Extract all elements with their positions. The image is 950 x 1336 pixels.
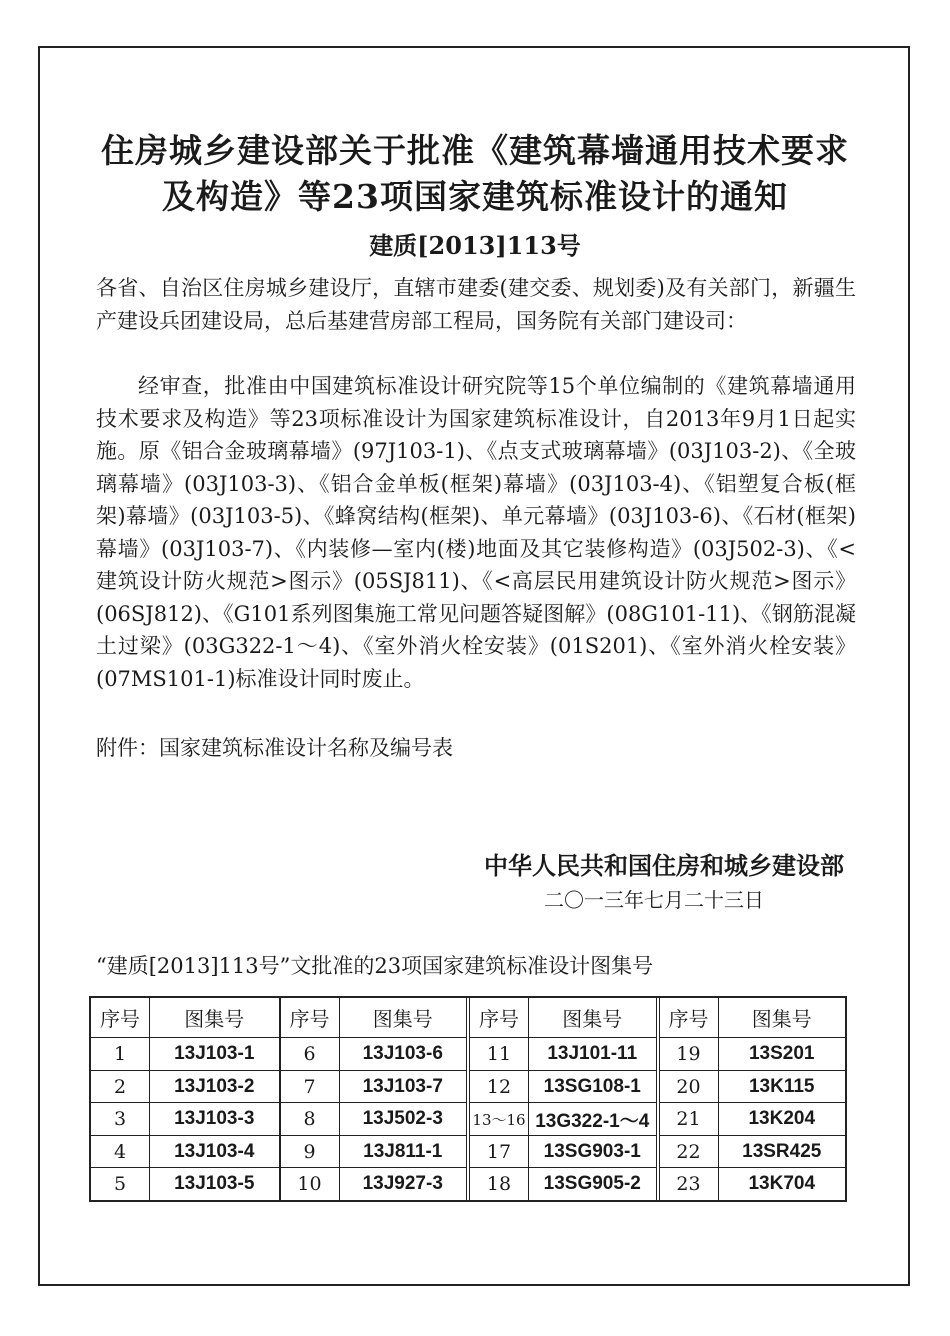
table-group-4	[660, 998, 846, 1200]
table-row	[281, 1103, 467, 1136]
code-cell: 13SR425	[742, 1140, 822, 1162]
header-seq: 序号	[91, 998, 150, 1037]
header-code: 图集号	[562, 1007, 623, 1032]
header-seq: 序号	[660, 998, 719, 1037]
table-row	[91, 1168, 279, 1200]
code-cell: 13J103-5	[174, 1173, 255, 1195]
notice-title	[0, 128, 950, 220]
header-code: 图集号	[751, 1007, 812, 1032]
seq-cell: 21	[660, 1103, 719, 1135]
code-cell: 13J103-6	[362, 1043, 443, 1065]
table-header-row	[470, 998, 656, 1038]
table-row	[470, 1136, 656, 1169]
seq-cell: 7	[281, 1071, 340, 1103]
table-row	[281, 1071, 467, 1104]
seq-cell: 2	[91, 1071, 150, 1103]
code-cell: 13J811-1	[363, 1140, 443, 1162]
table-row	[470, 1071, 656, 1104]
code-cell: 13J101-11	[547, 1043, 638, 1065]
code-cell: 13G322-1～4	[535, 1110, 650, 1132]
table-row	[470, 1103, 656, 1136]
code-cell: 13K704	[748, 1173, 816, 1195]
code-cell: 13J502-3	[362, 1108, 443, 1130]
seq-cell: 11	[470, 1038, 529, 1070]
code-cell: 13SG903-1	[543, 1140, 641, 1162]
seq-cell: 1	[91, 1038, 150, 1070]
main-paragraph: 经审查，批准由中国建筑标准设计研究院等15个单位编制的《建筑幕墙通用技术要求及构造》等23项标准设计为国家建筑标准设计，自2013年9月1日起实施。原《铝合金玻璃幕墙》(97J103-1)、《点支式玻璃幕墙》(03J103-2)、《全玻璃幕墙》(03J103-3)、《铝合金单板(框架)幕墙》(03J103-4)、《铝塑复合板(框架)幕墙》(03J103-5)、《蜂窝结构(框架)、单元幕墙》(03J103-6)、《石材(框架)幕墙》(03J103-7)、《内装修—室内(楼)地面及其它装修构造》(03J502-3)、《<建筑设计防火规范>图示》(05SJ811)、《<高层民用建筑设计防火规范>图示》(06SJ812)、《G101系列图集施工常见问题答疑图解》(08G101-11)、《钢筋混凝土过梁》(03G322-1～4)、《室外消火栓安装》(01S201)、《室外消火栓安装》(07MS101-1)标准设计同时废止。	[96, 374, 856, 691]
table-header-row	[281, 998, 467, 1038]
header-seq: 序号	[281, 998, 340, 1037]
seq-cell: 10	[281, 1168, 340, 1200]
seq-cell: 8	[281, 1103, 340, 1135]
table-header-row	[91, 998, 279, 1038]
code-cell: 13S201	[748, 1043, 815, 1065]
table-row	[91, 1071, 279, 1104]
code-cell: 13J103-3	[174, 1108, 255, 1130]
table-group-1	[91, 998, 281, 1200]
seq-cell: 6	[281, 1038, 340, 1070]
seq-cell: 4	[91, 1136, 150, 1168]
table-group-2	[281, 998, 471, 1200]
table-row	[91, 1136, 279, 1169]
header-seq: 序号	[470, 998, 529, 1037]
table-row	[660, 1136, 846, 1169]
seq-cell: 19	[660, 1038, 719, 1070]
seq-cell: 18	[470, 1168, 529, 1200]
code-cell: 13K115	[748, 1075, 815, 1097]
table-header-row	[660, 998, 846, 1038]
table-row	[281, 1038, 467, 1071]
seq-cell: 3	[91, 1103, 150, 1135]
title-line-2: 及构造》等23项国家建筑标准设计的通知	[162, 177, 788, 216]
addressee-paragraph: 各省、自治区住房城乡建设厅，直辖市建委(建交委、规划委)及有关部门，新疆生产建设兵团建设局，总后基建营房部工程局，国务院有关部门建设司：	[96, 276, 856, 333]
table-row	[470, 1038, 656, 1071]
table-caption: “建质[2013]113号”文批准的23项国家建筑标准设计图集号	[96, 954, 654, 978]
code-cell: 13J103-1	[174, 1043, 255, 1065]
atlas-number-table	[89, 996, 847, 1202]
seq-cell: 5	[91, 1168, 150, 1200]
table-row	[660, 1071, 846, 1104]
seq-cell: 17	[470, 1136, 529, 1168]
code-cell: 13J927-3	[362, 1173, 443, 1195]
seq-cell: 12	[470, 1071, 529, 1103]
code-cell: 13K204	[748, 1108, 816, 1130]
code-cell: 13J103-4	[174, 1140, 255, 1162]
table-row	[281, 1136, 467, 1169]
code-cell: 13J103-7	[362, 1075, 443, 1097]
table-group-3	[470, 998, 660, 1200]
seq-cell: 22	[660, 1136, 719, 1168]
code-cell: 13SG905-2	[543, 1173, 641, 1195]
header-code: 图集号	[372, 1007, 433, 1032]
table-row	[660, 1038, 846, 1071]
code-cell: 13SG108-1	[543, 1075, 641, 1097]
seq-cell: 9	[281, 1136, 340, 1168]
seq-cell: 20	[660, 1071, 719, 1103]
seq-cell: 23	[660, 1168, 719, 1200]
table-row	[470, 1168, 656, 1200]
signatory-organization: 中华人民共和国住房和城乡建设部	[484, 852, 844, 880]
table-row	[660, 1103, 846, 1136]
document-number: 建质[2013]113号	[369, 231, 581, 260]
table-row	[91, 1038, 279, 1071]
table-row	[281, 1168, 467, 1200]
table-row	[660, 1168, 846, 1200]
table-row	[91, 1103, 279, 1136]
seq-cell: 13～16	[470, 1103, 529, 1135]
title-line-1: 住房城乡建设部关于批准《建筑幕墙通用技术要求	[101, 131, 849, 170]
code-cell: 13J103-2	[174, 1075, 255, 1097]
attachment-line: 附件：国家建筑标准设计名称及编号表	[96, 736, 453, 760]
signature-date: 二〇一三年七月二十三日	[544, 888, 764, 912]
header-code: 图集号	[184, 1007, 245, 1032]
